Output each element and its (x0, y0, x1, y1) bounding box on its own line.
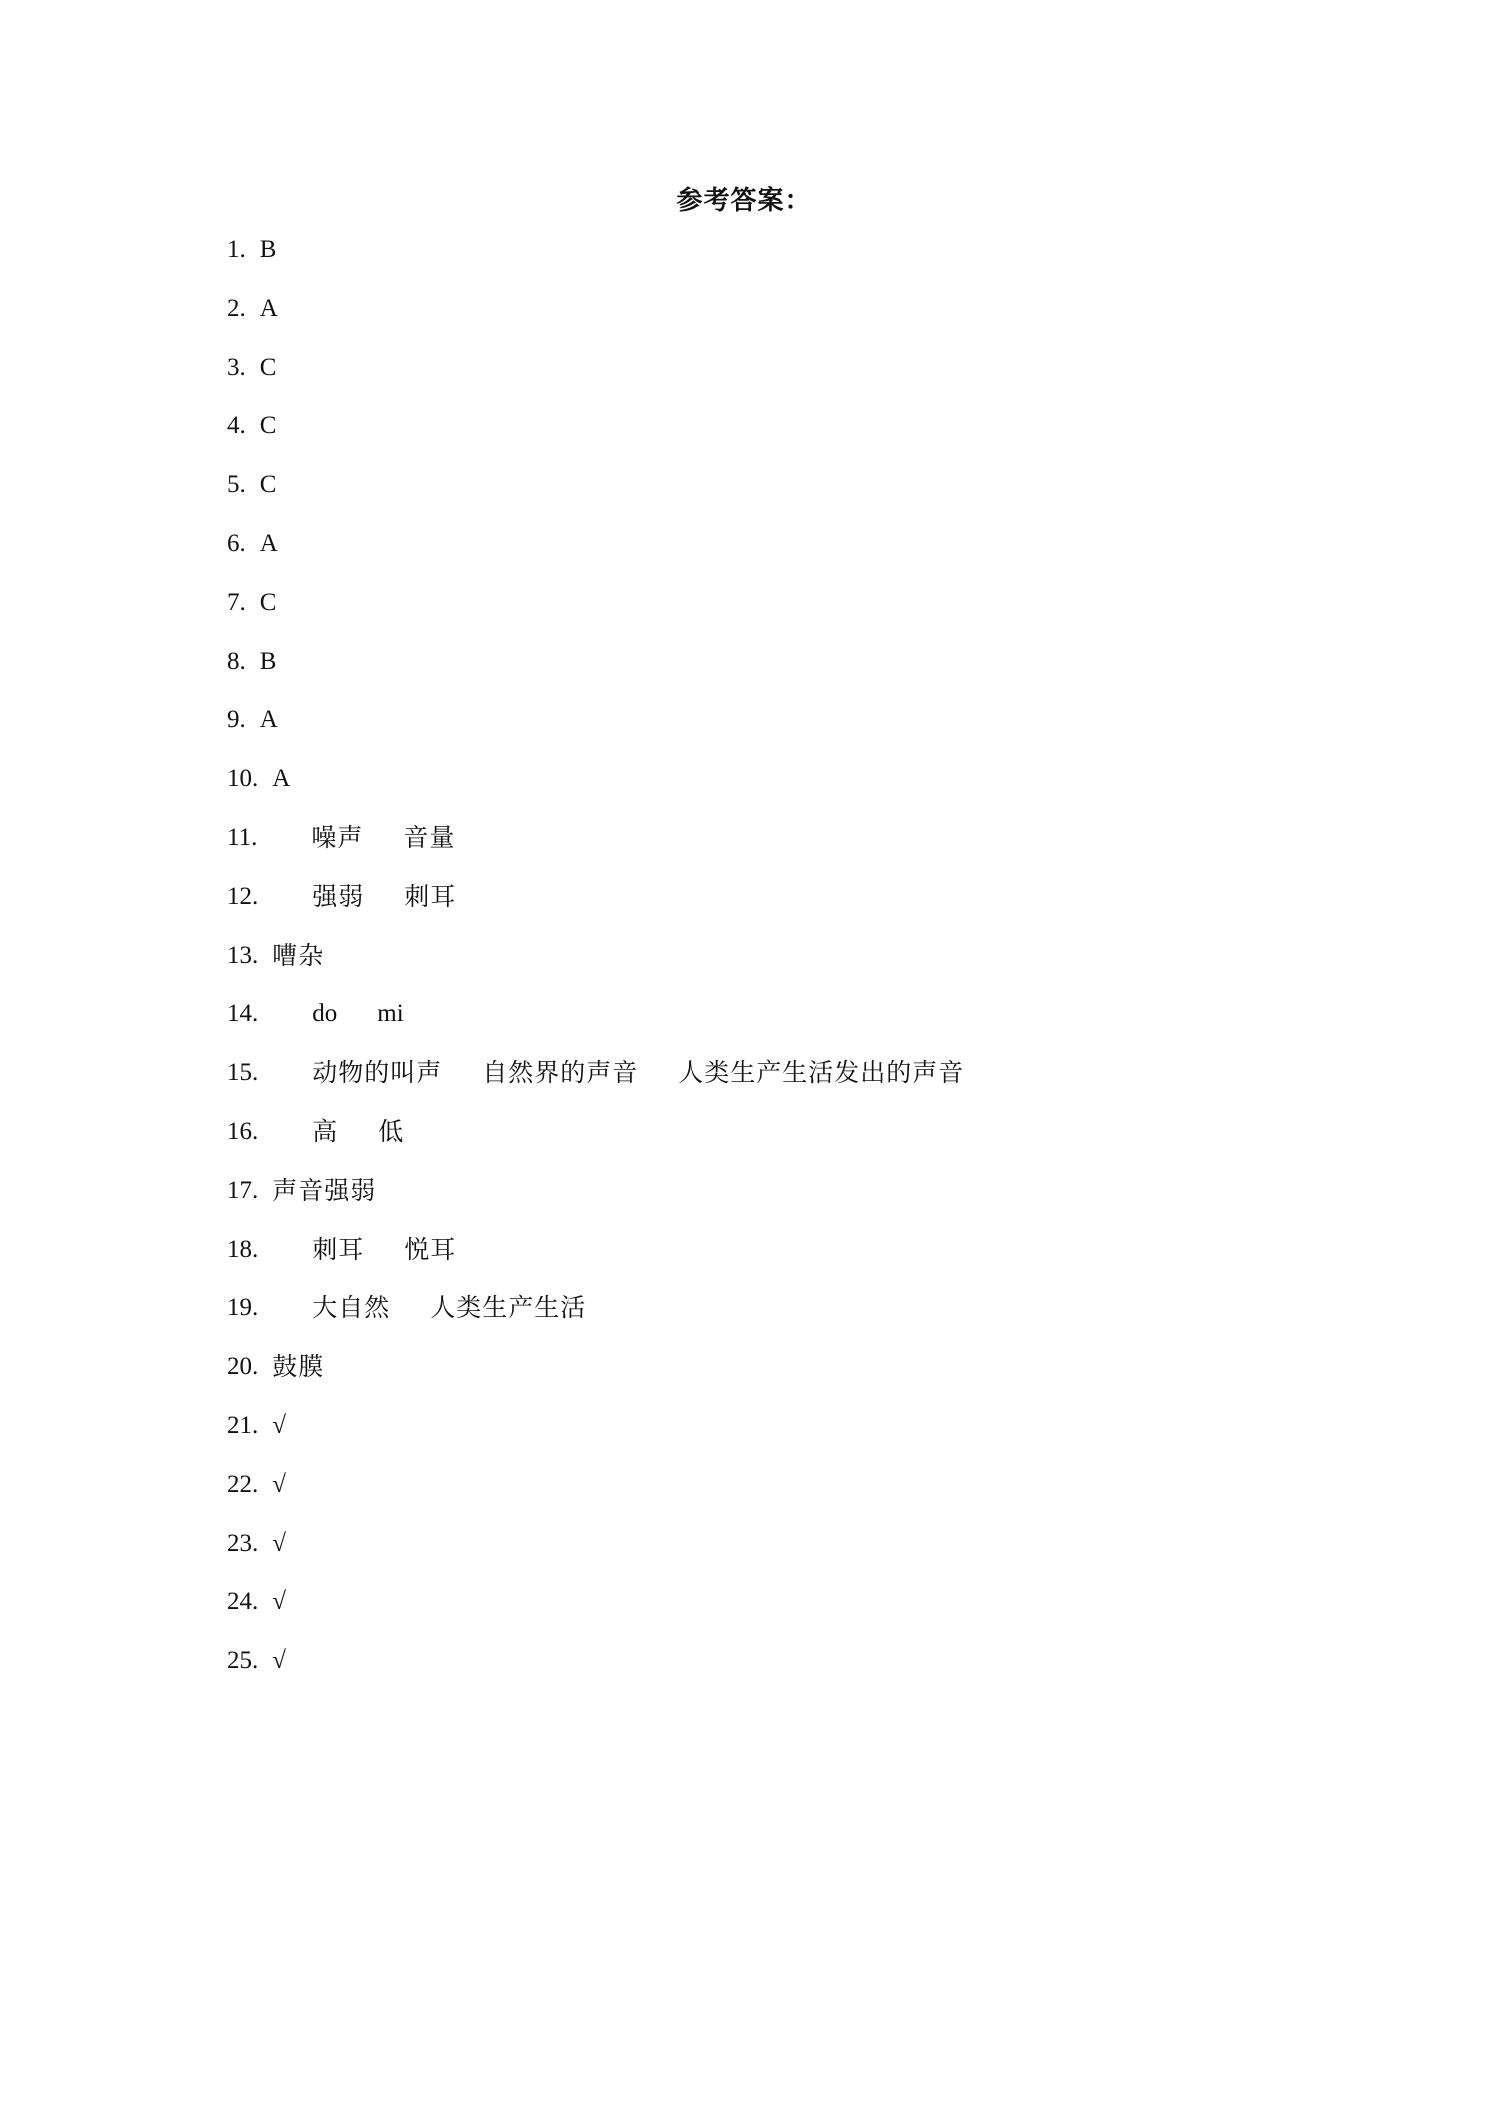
answer-number: 8. (227, 647, 246, 675)
answer-row (227, 1350, 1004, 1409)
answer-text: 噪声 (311, 822, 364, 852)
answer-list (227, 233, 1004, 1703)
answer-text: 自然界的声音 (482, 1058, 639, 1088)
answer-text: 悦耳 (404, 1234, 457, 1264)
answer-text: √ (272, 1411, 286, 1439)
answer-number: 22. (227, 1470, 259, 1498)
answer-number: 21. (227, 1411, 259, 1439)
answer-row (227, 1174, 1004, 1233)
answer-number: 6. (227, 529, 246, 557)
answer-row (227, 586, 1004, 645)
answer-text: 鼓膜 (272, 1352, 325, 1382)
answer-number: 7. (227, 588, 246, 616)
answer-row (227, 1644, 1004, 1703)
answer-text: C (259, 588, 277, 616)
answer-row (227, 1468, 1004, 1527)
answer-row (227, 292, 1004, 351)
answer-text: √ (272, 1470, 286, 1498)
answer-text: 刺耳 (404, 881, 457, 911)
answer-row (227, 997, 1004, 1056)
answer-text: A (259, 529, 278, 557)
answer-number: 25. (227, 1647, 259, 1675)
answer-row (227, 703, 1004, 762)
answer-number: 20. (227, 1353, 259, 1381)
answer-number: 5. (227, 471, 246, 499)
answer-number: 4. (227, 412, 246, 440)
answer-text: 动物的叫声 (312, 1058, 443, 1088)
answer-text: mi (377, 1000, 404, 1028)
answer-number: 24. (227, 1588, 259, 1616)
answer-text: 大自然 (312, 1293, 391, 1323)
answer-number: 1. (227, 236, 246, 263)
answer-number: 2. (227, 294, 246, 322)
answer-text: do (312, 1000, 338, 1028)
answer-row (227, 527, 1004, 586)
answer-text: 人类生产生活 (430, 1293, 587, 1323)
answer-row (227, 880, 1004, 939)
answer-text: B (259, 236, 277, 263)
answer-text: 人类生产生活发出的声音 (678, 1058, 965, 1088)
answer-number: 10. (227, 765, 259, 793)
answer-number: 15. (227, 1059, 259, 1087)
answer-row (227, 821, 1004, 880)
answer-text: 刺耳 (312, 1234, 365, 1264)
answer-text: √ (272, 1647, 286, 1675)
answer-text: A (272, 765, 291, 793)
answer-text: √ (272, 1529, 286, 1557)
answer-text: C (259, 471, 277, 499)
answer-text: 强弱 (312, 881, 365, 911)
answer-row (227, 1409, 1004, 1468)
answer-text: 嘈杂 (272, 940, 325, 970)
answer-number: 12. (227, 882, 259, 910)
answer-text: 音量 (403, 822, 456, 852)
answer-number: 3. (227, 353, 246, 381)
answer-row (227, 468, 1004, 527)
answer-text: C (259, 353, 277, 381)
answer-text: B (259, 647, 277, 675)
answer-row (227, 1115, 1004, 1174)
answer-number: 14. (227, 1000, 259, 1028)
answer-number: 18. (227, 1235, 259, 1263)
answer-row (227, 645, 1004, 704)
answer-text: A (259, 706, 278, 734)
answer-row (227, 409, 1004, 468)
answer-number: 11. (227, 823, 258, 851)
answer-text: 声音强弱 (272, 1175, 377, 1205)
answer-row (227, 1291, 1004, 1350)
answer-text: 高 (312, 1116, 339, 1146)
answer-text: 低 (378, 1116, 405, 1146)
answer-row (227, 762, 1004, 821)
answer-text: A (259, 294, 278, 322)
answer-row (227, 1585, 1004, 1644)
page-title: 参考答案： (676, 186, 812, 216)
answer-number: 23. (227, 1529, 259, 1557)
answer-row (227, 1056, 1004, 1115)
answer-text: √ (272, 1588, 286, 1616)
answer-number: 13. (227, 941, 259, 969)
answer-number: 9. (227, 706, 246, 734)
answer-row (227, 939, 1004, 998)
answer-text: C (259, 412, 277, 440)
answer-row (227, 1233, 1004, 1292)
answer-number: 16. (227, 1117, 259, 1145)
answer-row (227, 351, 1004, 410)
answer-number: 17. (227, 1176, 259, 1204)
answer-row (227, 1527, 1004, 1586)
answer-row (227, 233, 1004, 292)
answer-number: 19. (227, 1294, 259, 1322)
